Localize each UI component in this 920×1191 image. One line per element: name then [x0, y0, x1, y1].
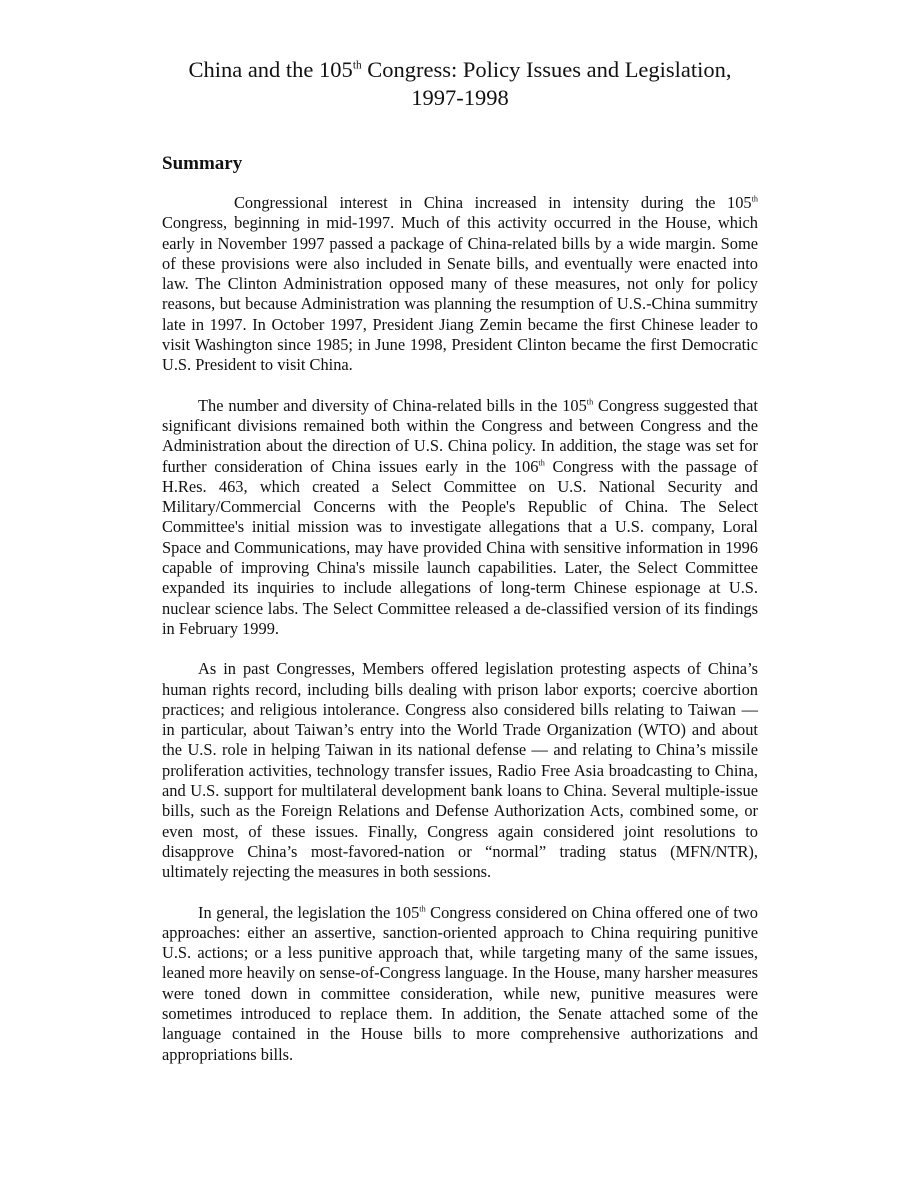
title-line-2: 1997-1998 [411, 85, 509, 110]
document-page [162, 0, 758, 1065]
paragraph-text: Congress with the passage of H.Res. 463, which created a Select Committee on U.S. National Security and Military/Commercial Concerns with the People's Republic of China. The Select Committee's initial mission was to investigate allegations that a U.S. company, Loral Space and Communications, may have provided China with sensitive information in 1996 capable of improving China's missile launch capabilities. Later, the Select Committee expanded its inquiries to include allegations of long-term Chinese espionage at U.S. nuclear science labs. The Select Committee released a de-classified version of its findings in February 1999. [162, 456, 758, 638]
paragraph-text: Congress suggested that significant divisions remained both within the Congress and between Congress and the Administration about the direction of U.S. China policy. In addition, the stage was set for further consideration of China issues early in the 106 [162, 395, 758, 476]
paragraph-text: The number and diversity of China-related bills in the 105 [198, 395, 587, 415]
ordinal-superscript: th [751, 194, 758, 204]
summary-heading: Summary [162, 153, 243, 174]
title-text-start: China and the 105 [188, 57, 353, 82]
summary-paragraph-4 [162, 903, 758, 1065]
page-title [162, 56, 758, 112]
ordinal-superscript: th [419, 904, 426, 914]
ordinal-superscript: th [586, 397, 594, 407]
title-line-1 [162, 56, 758, 84]
summary-paragraph-3: As in past Congresses, Members offered legislation protesting aspects of China’s human rights record, including bills dealing with prison labor exports; coercive abortion practices; and religious intolerance. Congress also considered bills relating to Taiwan — in particular, about Taiwan’s entry into the World Trade Organization (WTO) and about the U.S. role in helping Taiwan in its national defense — and relating to China’s missile proliferation activities, technology transfer issues, Radio Free Asia broadcasting to China, and U.S. support for multilateral development bank loans to China. Several multiple-issue bills, such as the Foreign Relations and Defense Authorization Acts, combined some, or even most, of these issues. Finally, Congress again considered joint resolutions to disapprove China’s most-favored-nation or “normal” trading status (MFN/NTR), ultimately rejecting the measures in both sessions. [162, 659, 758, 882]
paragraph-text: Congress, beginning in mid-1997. Much of this activity occurred in the House, which early in November 1997 passed a package of China-related bills by a wide margin. Some of these provisions were also included in Senate bills, and eventually were enacted into law. The Clinton Administration opposed many of these measures, not only for policy reasons, but because Administration was planning the resumption of U.S.-China summitry late in 1997. In October 1997, President Jiang Zemin became the first Chinese leader to visit Washington since 1985; in June 1998, President Clinton became the first Democratic U.S. President to visit China. [162, 213, 758, 375]
title-text-end: Congress: Policy Issues and Legislation, [361, 57, 732, 82]
title-superscript: th [352, 59, 362, 72]
ordinal-superscript: th [538, 458, 545, 468]
paragraph-text: Congress considered on China offered one of two approaches: either an assertive, sanction-oriented approach to China requiring punitive U.S. actions; or a less punitive approach that, while targeting many of the same issues, leaned more heavily on sense-of-Congress language. In the House, many harsher measures were toned down in committee consideration, while new, punitive measures were sometimes introduced to replace them. In addition, the Senate attached some of the language contained in the House bills to more comprehensive authorizations and appropriations bills. [162, 902, 758, 1064]
paragraph-text: In general, the legislation the 105 [198, 902, 420, 922]
paragraph-text: Congressional interest in China increased in intensity during the 105 [234, 193, 752, 212]
summary-paragraph-2 [162, 396, 758, 640]
summary-paragraph-1 [162, 193, 758, 376]
